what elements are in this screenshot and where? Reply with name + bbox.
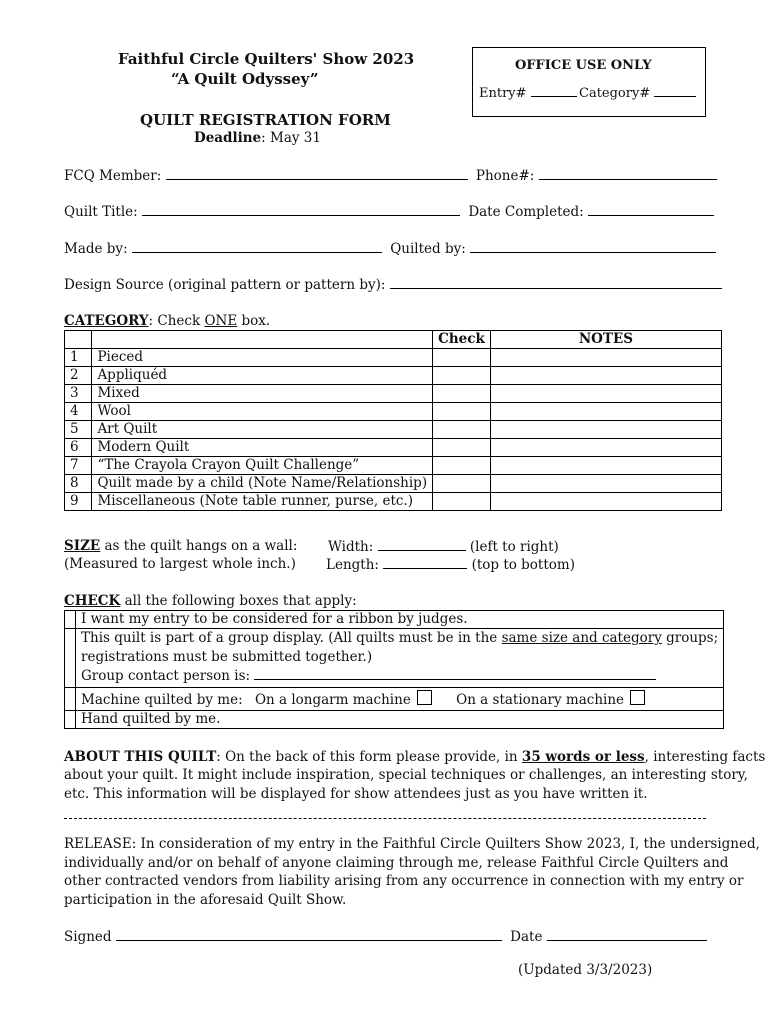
category-header-row [65, 331, 722, 349]
category-check-cell[interactable] [433, 403, 491, 421]
release-line-2: individually and/or on behalf of anyone claiming through me, release Faithful Circle Quilters and [64, 855, 729, 871]
about-text-b: , interesting facts [644, 749, 766, 765]
machine-label: Machine quilted by me: [81, 691, 243, 708]
length-field[interactable] [383, 556, 467, 569]
width-note: (left to right) [469, 539, 559, 555]
signature-field[interactable] [116, 928, 502, 941]
check-row-machine [65, 688, 724, 711]
group-text-u: same size and category [501, 630, 662, 646]
ribbon-text: I want my entry to be considered for a ribbon by judges. [76, 611, 724, 629]
category-header-notes: NOTES [490, 331, 721, 349]
release-line-3: other contracted vendors from liability arising from any occurrence in connection with my entry or [64, 873, 744, 889]
deadline-label: Deadline [194, 130, 262, 146]
category-row [65, 457, 722, 475]
category-notes-cell[interactable] [490, 367, 721, 385]
design-source-row [64, 276, 722, 293]
category-row [65, 439, 722, 457]
category-row [65, 385, 722, 403]
date-completed-field[interactable] [588, 203, 714, 216]
stationary-label: On a stationary machine [456, 691, 625, 708]
category-check-cell[interactable] [433, 349, 491, 367]
design-source-label: Design Source (original pattern or pattern by): [64, 277, 386, 293]
size-label: SIZE [64, 538, 101, 554]
length-note: (top to bottom) [471, 557, 575, 573]
check-table [64, 610, 724, 729]
category-check-cell[interactable] [433, 367, 491, 385]
group-text-b: groups; [661, 630, 719, 646]
category-row [65, 367, 722, 385]
size-heading [64, 538, 297, 554]
group-contact-field[interactable] [254, 667, 656, 680]
category-name: Pieced [92, 349, 433, 367]
quilted-by-field[interactable] [470, 240, 716, 253]
date-label: Date [510, 929, 543, 945]
size-text: as the quilt hangs on a wall: [100, 538, 298, 554]
about-words: 35 words or less [521, 749, 645, 765]
group-line-3 [81, 667, 718, 686]
category-check-cell[interactable] [433, 493, 491, 511]
category-num: 9 [65, 493, 92, 511]
hand-text: Hand quilted by me. [76, 711, 724, 729]
category-check-cell[interactable] [433, 475, 491, 493]
check-row-ribbon [65, 611, 724, 629]
category-heading-one: ONE [204, 313, 238, 329]
category-name: Art Quilt [92, 421, 433, 439]
category-heading-text-b: box. [237, 313, 271, 329]
about-label: ABOUT THIS QUILT [64, 749, 217, 765]
category-name: Miscellaneous (Note table runner, purse, etc.) [92, 493, 433, 511]
stationary-checkbox[interactable] [630, 690, 645, 705]
check-box-cell[interactable] [65, 629, 76, 688]
category-notes-cell[interactable] [490, 421, 721, 439]
made-by-field[interactable] [132, 240, 382, 253]
group-cell [76, 629, 724, 688]
about-line-3: etc. This information will be displayed for show attendees just as you have written it. [64, 786, 648, 802]
category-num: 1 [65, 349, 92, 367]
category-name: Wool [92, 403, 433, 421]
length-row [326, 556, 575, 573]
category-header-check: Check [433, 331, 491, 349]
category-header-name [92, 331, 433, 349]
category-header-num [65, 331, 92, 349]
length-label: Length: [326, 557, 379, 573]
deadline-value: : May 31 [261, 130, 321, 146]
phone-label: Phone#: [475, 168, 535, 184]
check-box-cell[interactable] [65, 688, 76, 711]
quilt-title-field[interactable] [142, 203, 460, 216]
about-line-1 [64, 749, 765, 765]
category-notes-cell[interactable] [490, 385, 721, 403]
category-num: 8 [65, 475, 92, 493]
category-row [65, 349, 722, 367]
category-num: 6 [65, 439, 92, 457]
category-name: Mixed [92, 385, 433, 403]
category-row [65, 421, 722, 439]
title-row [64, 203, 714, 220]
show-subtitle: “A Quilt Odyssey” [171, 70, 319, 88]
phone-field[interactable] [539, 167, 717, 180]
check-box-cell[interactable] [65, 611, 76, 629]
category-notes-cell[interactable] [490, 349, 721, 367]
signature-row [64, 928, 707, 945]
machine-cell [76, 688, 724, 711]
width-label: Width: [328, 539, 374, 555]
quilted-by-label: Quilted by: [390, 241, 466, 257]
category-check-cell[interactable] [433, 439, 491, 457]
made-by-row [64, 240, 716, 257]
group-line-2: registrations must be submitted together.) [81, 649, 373, 665]
check-box-cell[interactable] [65, 711, 76, 729]
member-row [64, 167, 717, 184]
longarm-label: On a longarm machine [254, 691, 411, 708]
width-field[interactable] [378, 538, 466, 551]
release-line-1: RELEASE: In consideration of my entry in the Faithful Circle Quilters Show 2023, I, the undersigned, [64, 836, 760, 852]
category-name: Quilt made by a child (Note Name/Relationship) [92, 475, 433, 493]
category-check-cell[interactable] [433, 457, 491, 475]
category-check-cell[interactable] [433, 385, 491, 403]
date-completed-label: Date Completed: [468, 204, 584, 220]
group-line-1 [81, 629, 718, 648]
release-line-4: participation in the aforesaid Quilt Show. [64, 892, 347, 908]
category-notes-cell[interactable] [490, 403, 721, 421]
date-field[interactable] [547, 928, 707, 941]
deadline [194, 130, 321, 146]
group-text-a: This quilt is part of a group display. (All quilts must be in the [81, 630, 502, 646]
entry-field[interactable] [531, 84, 577, 97]
check-row-group [65, 629, 724, 688]
category-notes-cell[interactable] [490, 439, 721, 457]
size-note: (Measured to largest whole inch.) [64, 556, 296, 572]
design-source-field[interactable] [390, 276, 722, 289]
category-heading-text-a: : Check [148, 313, 205, 329]
category-notes-cell[interactable] [490, 475, 721, 493]
category-row [65, 475, 722, 493]
category-notes-cell[interactable] [490, 493, 721, 511]
category-num: 7 [65, 457, 92, 475]
category-name: Modern Quilt [92, 439, 433, 457]
category-table [64, 330, 722, 511]
member-label: FCQ Member: [64, 168, 162, 184]
form-title: QUILT REGISTRATION FORM [140, 111, 391, 129]
category-notes-cell[interactable] [490, 457, 721, 475]
category-num: 4 [65, 403, 92, 421]
category-num: 3 [65, 385, 92, 403]
category-row [65, 403, 722, 421]
office-use-box [472, 47, 706, 117]
entry-label: Entry# [479, 86, 527, 101]
category-num: 5 [65, 421, 92, 439]
show-title: Faithful Circle Quilters' Show 2023 [118, 50, 415, 68]
category-heading-label: CATEGORY [64, 313, 149, 329]
category-name: Appliquéd [92, 367, 433, 385]
width-row [328, 538, 559, 555]
group-contact-label: Group contact person is: [81, 668, 251, 684]
category-num: 2 [65, 367, 92, 385]
office-use-title: OFFICE USE ONLY [515, 58, 652, 73]
category-row [65, 493, 722, 511]
about-line-2: about your quilt. It might include inspiration, special techniques or challenges, an interesting story, [64, 767, 748, 783]
dashed-divider [64, 818, 706, 819]
check-label: CHECK [64, 593, 121, 609]
office-entry [479, 84, 577, 101]
category-field[interactable] [654, 84, 696, 97]
signed-label: Signed [64, 929, 112, 945]
updated-note: (Updated 3/3/2023) [518, 962, 653, 978]
check-text: all the following boxes that apply: [120, 593, 357, 609]
category-heading [64, 313, 270, 329]
office-category [579, 84, 696, 101]
category-check-cell[interactable] [433, 421, 491, 439]
check-row-hand [65, 711, 724, 729]
quilt-title-label: Quilt Title: [64, 204, 138, 220]
member-field[interactable] [166, 167, 468, 180]
category-name: “The Crayola Crayon Quilt Challenge” [92, 457, 433, 475]
longarm-checkbox[interactable] [417, 690, 432, 705]
made-by-label: Made by: [64, 241, 128, 257]
about-text-a: : On the back of this form please provide, in [216, 749, 522, 765]
category-label: Category# [579, 86, 651, 101]
check-heading [64, 593, 357, 609]
